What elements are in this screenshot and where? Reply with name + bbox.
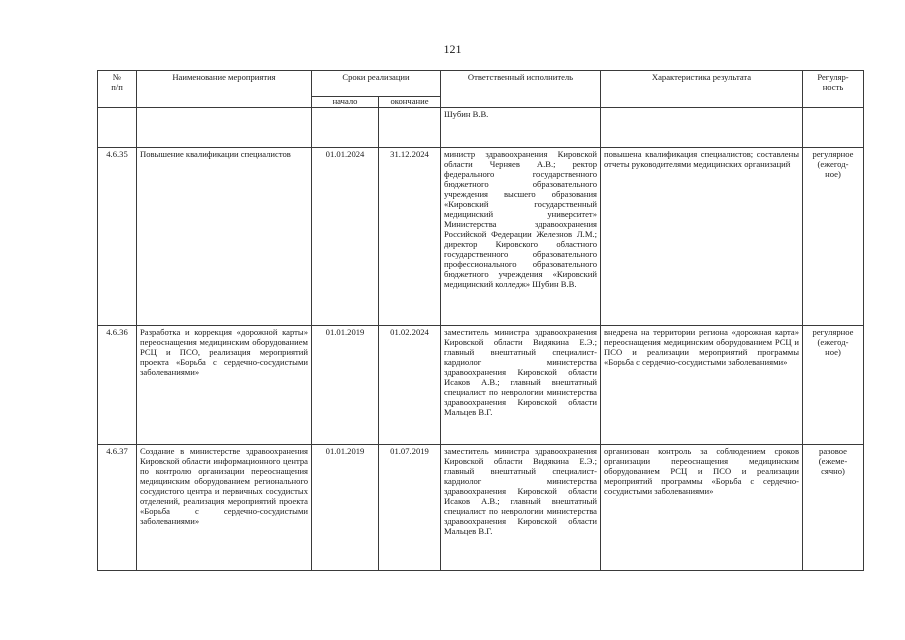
header-name: Наименование мероприятия — [137, 71, 312, 108]
row-number: 4.6.36 — [98, 325, 137, 444]
measure-name: Разработка и коррекция «дорожной карты» переоснащения медицинским оборудованием РСЦ и ПСО, реализация мероприятий проекта «Борьба с сердечно-сосудистыми заболеваниями» — [137, 325, 312, 444]
responsible: заместитель министра здравоохранения Кировской области Видякина Е.Э.; главный внештатный специалист-кардиолог министерства здравоохранения Кировской области Исаков А.В.; главный внештатный специалист по неврологии министерства здравоохранения Кировской области Мальцев В.Г. — [441, 325, 601, 444]
header-responsible: Ответственный исполнитель — [441, 71, 601, 108]
responsible: заместитель министра здравоохранения Кировской области Видякина Е.Э.; главный внештатный специалист-кардиолог министерства здравоохранения Кировской области Исаков А.В.; главный внештатный специалист по неврологии министерства здравоохранения Кировской области Мальцев В.Г. — [441, 444, 601, 570]
end-date: 31.12.2024 — [379, 147, 441, 325]
regularity: регулярное (ежегод- ное) — [803, 325, 864, 444]
continuation-responsible: Шубин В.В. — [441, 107, 601, 147]
end-date: 01.02.2024 — [379, 325, 441, 444]
table-row — [98, 147, 864, 325]
row-number: 4.6.35 — [98, 147, 137, 325]
start-date: 01.01.2019 — [312, 444, 379, 570]
measure-name: Повышение квалификации специалистов — [137, 147, 312, 325]
measure-name: Создание в министерстве здравоохранения Кировской области информационного центра по контролю организации переоснащения медицинским оборудованием регионального сосудистого центра и первичных сосудистых отделений, реализация мероприятий проекта «Борьба с сердечно-сосудистыми заболеваниями» — [137, 444, 312, 570]
start-date: 01.01.2024 — [312, 147, 379, 325]
header-row — [98, 71, 864, 97]
start-date: 01.01.2019 — [312, 325, 379, 444]
result: повышена квалификация специалистов; составлены отчеты руководителями медицинских организаций — [601, 147, 803, 325]
table-row — [98, 444, 864, 570]
row-number: 4.6.37 — [98, 444, 137, 570]
continuation-row — [98, 107, 864, 147]
regularity: регулярное (ежегод- ное) — [803, 147, 864, 325]
header-num: № п/п — [98, 71, 137, 108]
result: организован контроль за соблюдением сроков организации переоснащения медицинским оборудованием РСЦ и ПСО и реализации мероприятий программы «Борьба с сердечно-сосудистыми заболеваниями» — [601, 444, 803, 570]
header-regularity: Регуляр- ность — [803, 71, 864, 108]
header-terms: Сроки реализации — [312, 71, 441, 97]
header-result: Характеристика результата — [601, 71, 803, 108]
measures-table — [97, 70, 864, 571]
table-row — [98, 325, 864, 444]
header-start: начало — [312, 97, 379, 108]
end-date: 01.07.2019 — [379, 444, 441, 570]
responsible: министр здравоохранения Кировской области Черняев А.В.; ректор федерального государственного бюджетного образовательного учреждения высшего образования «Кировский государственный медицинский университет» Министерства здравоохранения Российской Федерации Железнов Л.М.; директор Кировского областного государственного образовательного профессионального образовательного бюджетного учреждения «Кировский медицинский колледж» Шубин В.В. — [441, 147, 601, 325]
header-end: окончание — [379, 97, 441, 108]
regularity: разовое (ежеме- сячно) — [803, 444, 864, 570]
page-number: 121 — [443, 42, 462, 56]
result: внедрена на территории региона «дорожная карта» переоснащения медицинским оборудованием РСЦ и ПСО и реализации мероприятий программы «Борьба с сердечно-сосудистыми заболеваниями» — [601, 325, 803, 444]
